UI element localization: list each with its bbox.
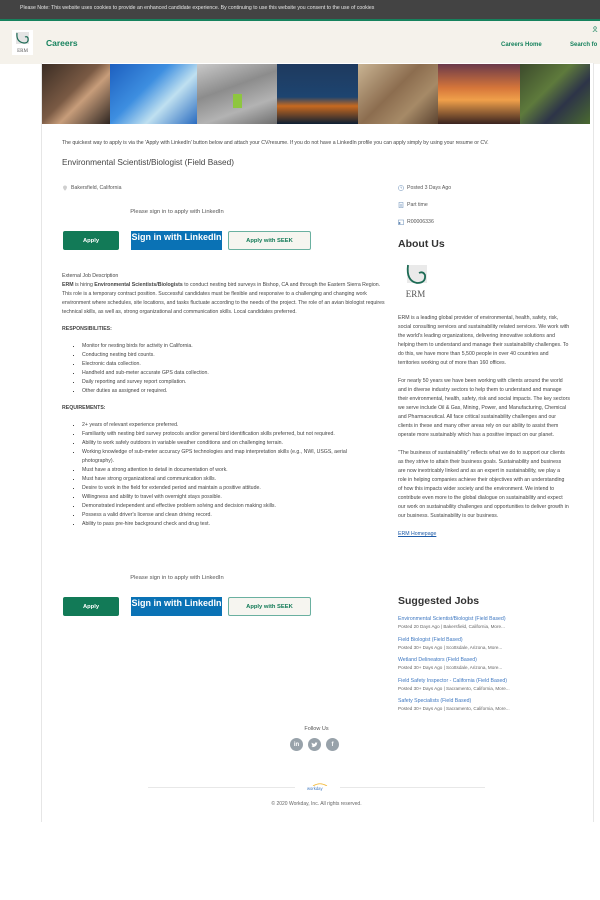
description-heading: External Job Description xyxy=(62,273,119,279)
footer-divider-right xyxy=(340,787,485,788)
job-time-type-text: Part time xyxy=(407,202,428,208)
suggested-job-meta: Posted 20 Days Ago | Bakersfield, California, More... xyxy=(398,624,505,629)
list-item: ▪ Ability to pass pre-hire background check and drug test. xyxy=(82,520,357,529)
sign-in-with-linkedin-button[interactable]: Sign in with LinkedIn xyxy=(131,231,222,250)
apply-button-bottom[interactable]: Apply xyxy=(63,597,119,616)
suggested-job xyxy=(398,657,588,678)
nav-search-for-jobs[interactable]: Search fo xyxy=(570,42,598,48)
copyright-text: © 2020 Workday, Inc. All rights reserved. xyxy=(271,801,362,807)
workday-logo-text: workday xyxy=(307,786,323,791)
suggested-job-meta: Posted 30+ Days Ago | Scottsdale, Arizona, More... xyxy=(398,665,503,670)
about-paragraph: For nearly 50 years we have been working with clients around the world and in diverse industry sectors to help them to understand and manage their environmental, health, safety, risk and social impacts. The key sectors we serve include Oil & Gas, Mining, Power, and Manufacturing, Chemical and Pharmaceutical. All face critical sustainability challenges and our clients in these and many other areas rely on our ability to assist them operate more sustainably which has a positive impact on our planet. xyxy=(398,378,570,438)
apply-button[interactable]: Apply xyxy=(63,231,119,250)
list-item: ▪ Ability to work safely outdoors in variable weather conditions and on challenging terrain. xyxy=(82,439,357,448)
list-item: ▪ Must have a strong attention to detail in documentation of work. xyxy=(82,466,357,475)
list-item: ▪ Must have strong organizational and communication skills. xyxy=(82,475,357,484)
suggested-job-link[interactable]: Field Safety Inspector - California (Field Based) xyxy=(398,677,507,684)
svg-text:ERM: ERM xyxy=(17,49,28,54)
job-title: Environmental Scientist/Biologist (Field Based) xyxy=(62,157,235,167)
banner-image-archaeologist xyxy=(358,64,438,124)
list-item: ▪ Electronic data collection. xyxy=(82,360,387,369)
requirements-heading: REQUIREMENTS: xyxy=(62,405,106,411)
workday-logo xyxy=(307,783,330,791)
job-time-type xyxy=(398,202,428,208)
suggested-jobs-heading: Suggested Jobs xyxy=(398,595,480,607)
about-erm-logo xyxy=(399,262,432,302)
list-item: ▪ Working knowledge of sub-meter accuracy GPS technologies and map interpretation skills (e.g., NWI, USGS, aerial photography). xyxy=(82,448,357,466)
document-icon xyxy=(398,202,404,208)
requirements-list xyxy=(62,421,357,529)
banner-image-ecologist xyxy=(520,64,590,124)
facebook-icon[interactable]: f xyxy=(326,738,339,751)
intro-role: Environmental Scientists/Biologists xyxy=(94,282,183,288)
sign-in-with-linkedin-button-bottom[interactable]: Sign in with LinkedIn xyxy=(131,597,222,616)
about-us-heading: About Us xyxy=(398,238,445,250)
list-item: ▪ Possess a valid driver's license and clean driving record. xyxy=(82,511,357,520)
banner-image-oil-rig xyxy=(277,64,358,124)
suggested-job-meta: Posted 30+ Days Ago | Sacramento, California, More... xyxy=(398,706,510,711)
job-posted-text: Posted 3 Days Ago xyxy=(407,185,452,191)
suggested-job-link[interactable]: Field Biologist (Field Based) xyxy=(398,636,463,643)
svg-text:ERM: ERM xyxy=(405,289,426,299)
list-item: ▪ Monitor for nesting birds for activity in California. xyxy=(82,342,387,351)
list-item: ▪ Familiarity with nesting bird survey protocols and/or general bird identification skills preferred, but not required. xyxy=(82,430,357,439)
list-item: ▪ 2+ years of relevant experience preferred. xyxy=(82,421,357,430)
suggested-jobs-list xyxy=(398,616,588,719)
footer-divider-left xyxy=(148,787,295,788)
intro-company: ERM xyxy=(62,282,74,288)
about-us-text xyxy=(398,314,570,539)
linkedin-signin-note: Please sign in to apply with LinkedIn xyxy=(130,209,224,215)
job-requisition-id-text: R00006336 xyxy=(407,219,434,225)
follow-us-label: Follow Us xyxy=(304,726,329,732)
responsibilities-heading: RESPONSIBILITIES: xyxy=(62,326,112,332)
description-intro xyxy=(62,281,387,317)
suggested-job-link[interactable]: Environmental Scientist/Biologist (Field Based) xyxy=(398,616,506,622)
careers-brand-link[interactable]: Careers xyxy=(46,38,78,48)
list-item: ▪ Conducting nesting bird counts. xyxy=(82,351,387,360)
suggested-job-link[interactable]: Safety Specialists (Field Based) xyxy=(398,698,472,704)
banner-image-call-center xyxy=(42,64,110,124)
list-item: ▪ Other duties as assigned or required. xyxy=(82,387,387,396)
job-location xyxy=(62,185,121,191)
suggested-job xyxy=(398,616,588,637)
about-paragraph: ERM is a leading global provider of environmental, health, safety, risk, social consulting services and sustainability related services. We work with the world's leading organizations, delivering innovative solutions and helping them to understand and manage their sustainability challenges. To do this, we have more than 5,500 people in over 40 countries and territories working out of more than 160 offices. xyxy=(398,315,570,366)
apply-with-seek-button[interactable]: Apply with SEEK xyxy=(228,231,311,250)
id-card-icon xyxy=(398,219,404,225)
location-pin-icon xyxy=(62,185,68,191)
list-item: ▪ Desire to work in the field for extended period and maintain a positive attitude. xyxy=(82,484,357,493)
about-paragraph: "The business of sustainability" reflects what we do to support our clients as they strive to attain their business goals. Sustainability and business are now inextricably linked and as an expert in sustainability, we play a role in helping companies achieve their objectives with an understanding of how this impacts wider society and the environment. We intend to contribute even more to the global dialogue on sustainability and expect our work on sustainability challenges and opportunities to deliver growth in our business. Sustainability is our business. xyxy=(398,450,569,519)
linkedin-signin-note-bottom: Please sign in to apply with LinkedIn xyxy=(130,575,224,581)
suggested-job-link[interactable]: Wetland Delineators (Field Based) xyxy=(398,657,477,663)
suggested-job-meta: Posted 30+ Days Ago | Sacramento, California, More... xyxy=(398,685,510,691)
banner-image-wind-turbines xyxy=(438,64,520,124)
apply-with-seek-button-bottom[interactable]: Apply with SEEK xyxy=(228,597,311,616)
suggested-job xyxy=(398,678,588,699)
cookie-notice-text: Please Note: This website uses cookies to provide an enhanced candidate experience. By continuing to use this website you consent to the use of cookies xyxy=(20,5,375,11)
job-requisition-id xyxy=(398,219,434,225)
banner-image-snow-forest xyxy=(197,64,277,124)
job-posted xyxy=(398,185,451,191)
nav-careers-home[interactable]: Careers Home xyxy=(501,42,542,48)
erm-homepage-link[interactable]: ERM Homepage xyxy=(398,531,437,537)
social-links xyxy=(290,738,339,751)
list-item: ▪ Daily reporting and survey report compilation. xyxy=(82,378,387,387)
cookie-notice-bar xyxy=(0,0,600,21)
suggested-job-meta: Posted 30+ Days Ago | Scottsdale, Arizona, More... xyxy=(398,644,503,650)
apply-intro-text: The quickest way to apply is via the 'Apply with LinkedIn' button below and attach your CV/resume. If you do not have a LinkedIn profile you can apply simply by using your resume or CV. xyxy=(62,140,489,146)
responsibilities-list xyxy=(62,342,387,396)
list-item: ▪ Willingness and ability to travel with overnight stays possible. xyxy=(82,493,357,502)
erm-logo[interactable] xyxy=(12,30,33,55)
intro-mid: is hiring xyxy=(73,282,95,288)
user-icon[interactable] xyxy=(592,26,598,32)
linkedin-icon[interactable]: in xyxy=(290,738,303,751)
intro-rest: to conduct nesting bird surveys in Bishop, CA and through the Eastern Sierra Region. This role is a temporary contract position. Successful candidates must be flexible and responsive to a challenging and changing work environment where schedules, site locations, and tasks fluctuate according to the needs of the project. The role of an avian biologist requires technical skills, as well as, strong organizational and communication skills. Local candidates preferred. xyxy=(62,282,385,315)
list-item: ▪ Demonstrated independent and effective problem solving and decision making skills. xyxy=(82,502,357,511)
suggested-job xyxy=(398,637,588,658)
twitter-icon[interactable] xyxy=(308,738,321,751)
list-item: ▪ Handheld and sub-meter accurate GPS data collection. xyxy=(82,369,387,378)
banner-image-lab xyxy=(110,64,197,124)
banner-images xyxy=(42,64,590,124)
suggested-job xyxy=(398,698,588,719)
clock-icon xyxy=(398,185,404,191)
job-description xyxy=(62,272,387,537)
job-location-text: Bakersfield, California xyxy=(71,185,122,191)
